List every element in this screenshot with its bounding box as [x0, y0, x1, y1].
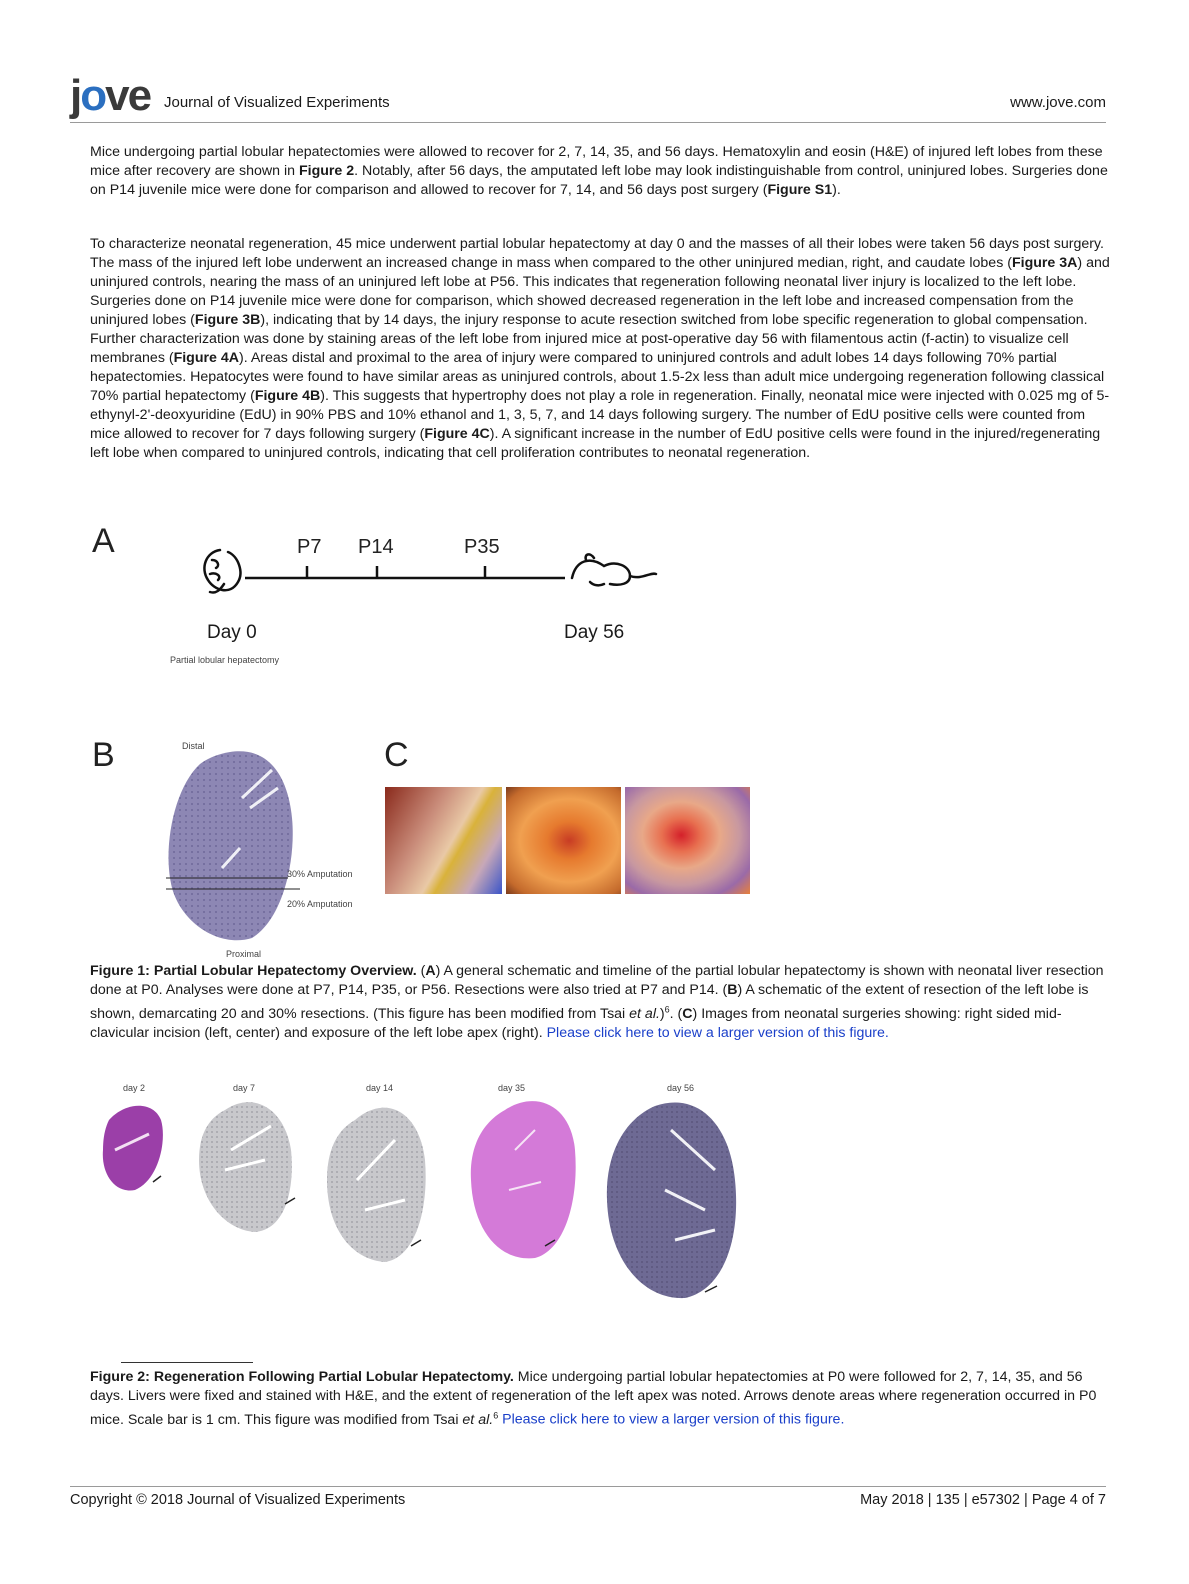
day-56-section [607, 1102, 736, 1298]
text-run: To characterize neonatal regeneration, 45 mice underwent partial lobular hepatectomy at day 0 and the masses of all their lobes were taken 56 days post surgery. The mass of the injured left lobe underwent an increased change in mass when compared to the other uninjured median, right, and caudate lobes ( [90, 236, 1104, 271]
text-run: ). [832, 182, 841, 198]
surgery-photo-left [385, 787, 502, 894]
copyright-text: Copyright © 2018 Journal of Visualized Experiments [70, 1492, 406, 1508]
left-lobe-schematic [160, 748, 360, 948]
surgery-photo-center [506, 787, 621, 894]
day-56-label: day 56 [667, 1083, 695, 1093]
day-7-label: day 7 [233, 1083, 256, 1093]
text-run: ). A significant increase in the number of EdU positive cells were found in the injured/regenerating left lobe when compared to uninjured controls, indicating that cell proliferation contributes to neonatal regeneration. [90, 426, 1101, 461]
proximal-label: Proximal [226, 949, 262, 959]
text-run: . ( [669, 1005, 683, 1022]
site-url[interactable]: www.jove.com [1010, 94, 1106, 111]
text-run: ) A schematic of the extent of resection of the left lobe is shown, demarcating 20 and 30% resections. (This figure has been modified from Tsai [90, 982, 1089, 1022]
issue-page-info: May 2018 | 135 | e57302 | Page 4 of 7 [860, 1492, 1106, 1508]
journal-name: Journal of Visualized Experiments [164, 94, 390, 111]
amputation-30-label: 30% Amputation [287, 869, 353, 879]
text-run: Mice undergoing partial lobular hepatectomies at P0 were followed for 2, 7, 14, 35, and 56 days. Livers were fixed and stained with H&E, and the extent of regeneration of the left apex was noted. Arrows denote areas where regeneration occurred in P0 mice. Scale bar is 1 cm. This figure was modified from Tsai [90, 1369, 1097, 1428]
figure-1-larger-link[interactable]: Please click here to view a larger version of this figure. [546, 1024, 889, 1041]
text-run: ). Areas distal and proximal to the area of injury were compared to uninjured controls and adult lobes 14 days following 70% partial hepatectomies. Hepatocytes were found to have similar areas as uninjured controls, about 1.5-2x less than adult mice undergoing regeneration following classical 70% partial hepatectomy ( [90, 350, 1105, 404]
neonatal-mouse-icon [204, 550, 240, 593]
page-footer [70, 1486, 1106, 1513]
scale-bar [121, 1362, 253, 1363]
adult-mouse-icon [572, 554, 656, 585]
tick-label-p7: P7 [297, 536, 322, 558]
jove-logo[interactable]: jove [70, 71, 151, 120]
bold-reference: Figure 3B [194, 312, 261, 328]
distal-label: Distal [182, 741, 205, 751]
bold-reference: Figure 4C [424, 426, 490, 442]
citation-superscript: 6 [493, 1410, 499, 1420]
text-run: ) A general schematic and timeline of the partial lobular hepatectomy is shown with neonatal liver resection done at P0. Analyses were done at P7, P14, P35, or P56. Resections were also tried at P7 and P14. ( [90, 963, 1104, 998]
day-14-section [327, 1108, 426, 1262]
panel-a-letter: A [92, 522, 115, 560]
panel-c-letter: C [384, 736, 409, 774]
tick-label-p14: P14 [358, 536, 394, 558]
day-14-label: day 14 [366, 1083, 394, 1093]
text-run: ) [659, 1005, 665, 1022]
text-run: ). This suggests that hypertrophy does not play a role in regeneration. Finally, neonatal mice were injected with 0.025 mg of 5-ethynyl-2'-deoxyuridine (EdU) in 90% PBS and 10% ethanol and 1, 3, 5, 7, and 14 days following surgery. The number of EdU positive cells were counted from mice allowed to recover for 7 days following surgery ( [90, 388, 1110, 442]
bold-reference: Figure 2 [298, 163, 355, 179]
page-header [70, 70, 1106, 123]
italic-text: et al. [462, 1411, 494, 1428]
day-35-section [471, 1101, 576, 1258]
figure-2-larger-link[interactable]: Please click here to view a larger version of this figure. [502, 1411, 845, 1428]
italic-text: et al. [629, 1005, 660, 1022]
bold-reference: A [425, 963, 436, 979]
body-paragraph-1 [90, 143, 1110, 200]
day-7-section [199, 1102, 295, 1232]
figure-1-caption [90, 962, 1110, 1043]
surgery-photo-right [625, 787, 750, 894]
text-run: ( [416, 963, 426, 979]
bold-reference: Figure 4B [254, 388, 321, 404]
day-35-label: day 35 [498, 1083, 526, 1093]
figure-1-caption-title: Figure 1: Partial Lobular Hepatectomy Overview. [90, 963, 417, 979]
text-run: ) Images from neonatal surgeries showing: right sided mid-clavicular incision (left, center) and exposure of the left lobe apex (right). [90, 1005, 1062, 1041]
figure-2-caption-title: Figure 2: Regeneration Following Partial Lobular Hepatectomy. [90, 1369, 514, 1385]
citation-superscript: 6 [664, 1004, 670, 1014]
day-0-label: Day 0 [207, 622, 257, 643]
bold-reference: B [727, 982, 738, 998]
bold-reference: Figure S1 [767, 182, 833, 198]
figure-2-caption [90, 1368, 1110, 1430]
text-run: . Notably, after 56 days, the amputated left lobe may look indistinguishable from control, uninjured lobes. Surgeries done on P14 juvenile mice were done for comparison and allowed to recover for 7, 14, and 56 days post surgery ( [90, 163, 1108, 198]
bold-reference: Figure 3A [1011, 255, 1078, 271]
day-2-section [103, 1106, 163, 1191]
day-56-label: Day 56 [564, 622, 625, 643]
panel-b-letter: B [92, 736, 115, 774]
partial-hepatectomy-label: Partial lobular hepatectomy [170, 655, 280, 665]
bold-reference: C [682, 1005, 693, 1022]
bold-reference: Figure 4A [173, 350, 240, 366]
regeneration-sections [95, 1090, 775, 1310]
tick-label-p35: P35 [464, 536, 500, 558]
text-run: ), indicating that by 14 days, the injury response to acute resection switched from lobe specific regeneration to global compensation. Further characterization was done by staining areas of the left lobe from injured mice at post-operative day 56 with filamentous actin (f-actin) to visualize cell membranes ( [90, 312, 1088, 366]
day-2-label: day 2 [123, 1083, 146, 1093]
text-run: ) and uninjured controls, nearing the mass of an uninjured left lobe at P56. This indicates that regeneration following neonatal liver injury is localized to the left lobe. Surgeries done on P14 juvenile mice were done for comparison, which showed decreased regeneration in the left lobe and increased compensation from the uninjured lobes ( [90, 255, 1110, 328]
timeline-schematic [190, 530, 670, 670]
text-run: Mice undergoing partial lobular hepatectomies were allowed to recover for 2, 7, 14, 35, and 56 days. Hematoxylin and eosin (H&E) of injured left lobes from these mice after recovery are shown in [90, 144, 1103, 179]
body-paragraph-2 [90, 235, 1110, 463]
amputation-20-label: 20% Amputation [287, 899, 353, 909]
